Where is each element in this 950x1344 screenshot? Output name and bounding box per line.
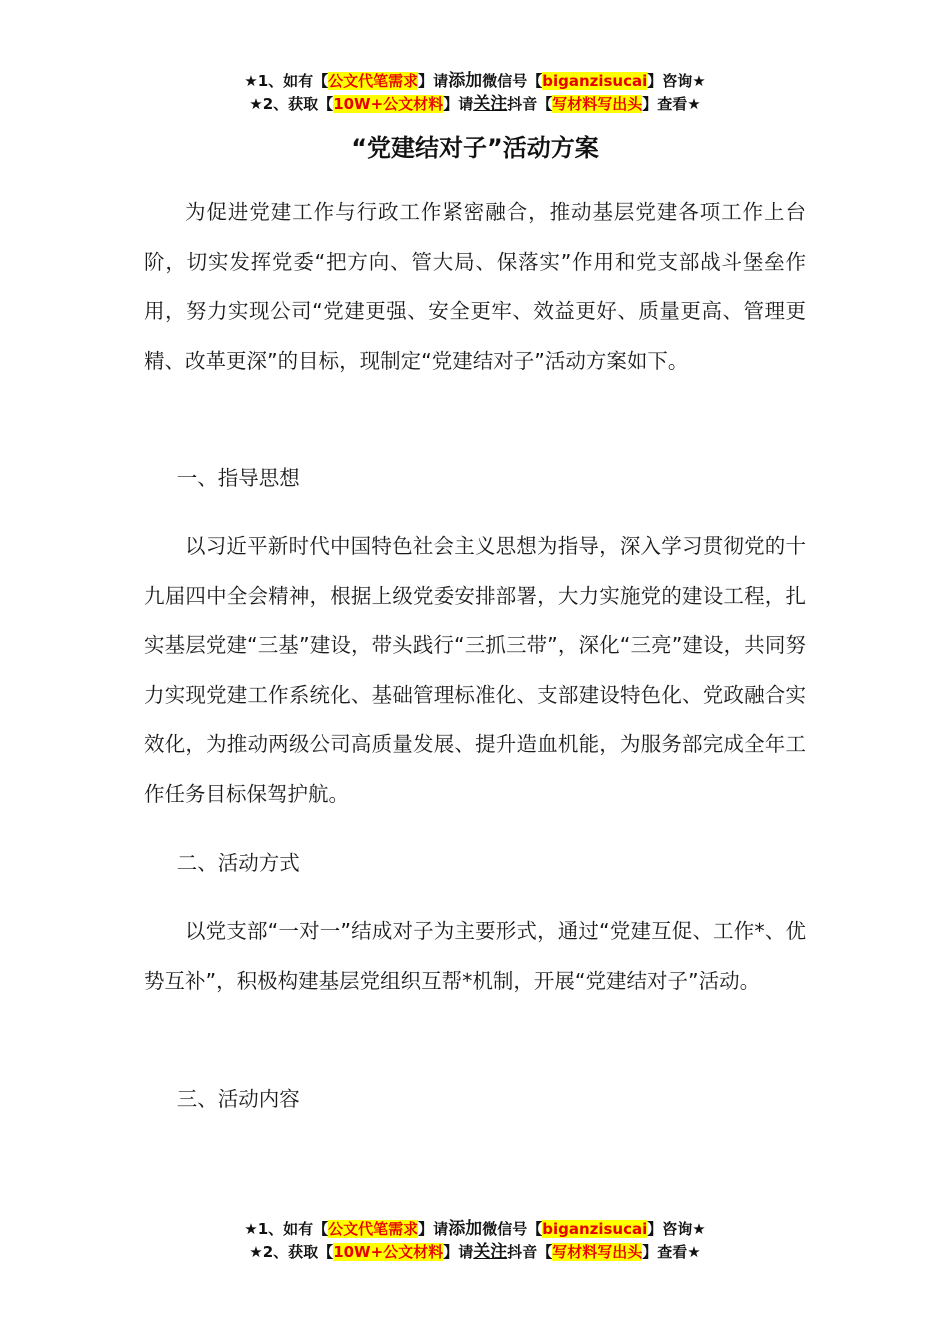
section-1-body	[144, 522, 806, 819]
douyin-id: 写材料写出头	[552, 95, 643, 113]
section-3	[144, 1075, 806, 1125]
banner-line-1: ★1、如有【公文代笔需求】请添加微信号【biganzisucai】咨询★	[244, 71, 706, 91]
footer-banner	[0, 1218, 950, 1264]
section-paragraph: 以党支部“一对一”结成对子为主要形式，通过“党建互促、工作*、优势互补”，积极构建基层党组织互帮*机制，开展“党建结对子”活动。	[144, 919, 806, 993]
highlight-text: 10W+公文材料	[333, 95, 444, 113]
star-icon: ★	[244, 72, 258, 90]
douyin-id: 写材料写出头	[552, 1243, 643, 1261]
section-2-body	[144, 907, 806, 1006]
banner-line-2: ★2、获取【10W+公文材料】请关注抖音【写材料写出头】查看★	[249, 1242, 701, 1262]
section-heading: 一、指导思想	[176, 466, 300, 490]
header-banner	[0, 70, 950, 116]
section-heading: 二、活动方式	[176, 851, 300, 875]
highlight-text: 公文代笔需求	[328, 1220, 419, 1238]
intro-paragraph: 为促进党建工作与行政工作紧密融合，推动基层党建各项工作上台阶，切实发挥党委“把方向、管大局、保落实”作用和党支部战斗堡垒作用，努力实现公司“党建更强、安全更牢、效益更好、质量更高、管理更精、改革更深”的目标，现制定“党建结对子”活动方案如下。	[144, 200, 806, 373]
star-icon: ★	[244, 1220, 258, 1238]
section-1	[144, 454, 806, 504]
wechat-id: biganzisucai	[542, 72, 648, 90]
star-icon: ★	[249, 1243, 263, 1261]
section-paragraph: 以习近平新时代中国特色社会主义思想为指导，深入学习贯彻党的十九届四中全会精神，根据上级党委安排部署，大力实施党的建设工程，扎实基层党建“三基”建设，带头践行“三抓三带”，深化“三亮”建设，共同努力实现党建工作系统化、基础管理标准化、支部建设特色化、党政融合实效化，为推动两级公司高质量发展、提升造血机能，为服务部完成全年工作任务目标保驾护航。	[144, 534, 806, 806]
banner-line-1: ★1、如有【公文代笔需求】请添加微信号【biganzisucai】咨询★	[244, 1219, 706, 1239]
highlight-text: 公文代笔需求	[328, 72, 419, 90]
wechat-id: biganzisucai	[542, 1220, 648, 1238]
highlight-text: 10W+公文材料	[333, 1243, 444, 1261]
section-2	[144, 839, 806, 889]
section-heading: 三、活动内容	[176, 1087, 300, 1111]
body-block-1	[144, 188, 806, 386]
banner-line-2: ★2、获取【10W+公文材料】请关注抖音【写材料写出头】查看★	[249, 94, 701, 114]
document-title: “党建结对子”活动方案	[351, 134, 599, 162]
star-icon: ★	[249, 95, 263, 113]
